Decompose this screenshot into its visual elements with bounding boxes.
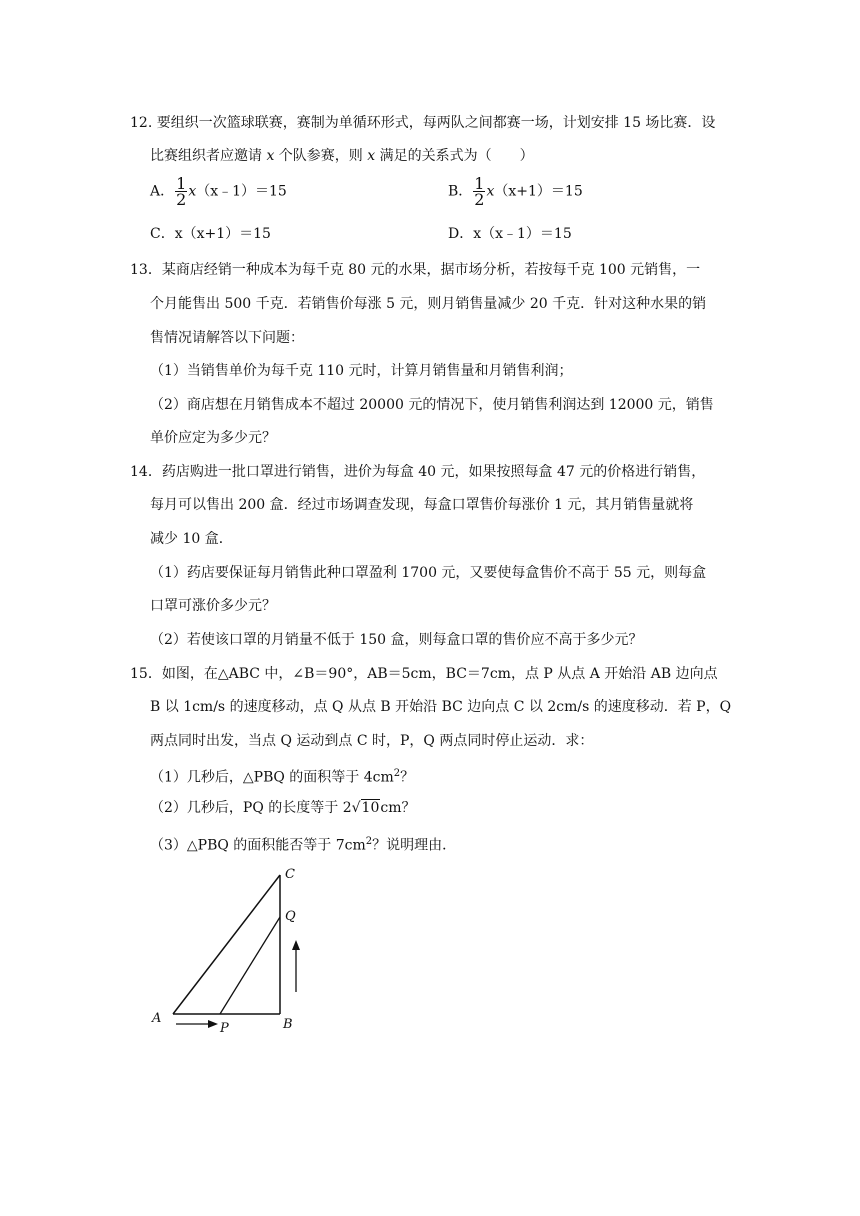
q15-line-2: B 以 1cm/s 的速度移动，点 Q 从点 B 开始沿 BC 边向点 C 以 2cm/s 的速度移动．若 P，Q (150, 699, 732, 715)
label-q: Q (285, 909, 296, 924)
q13-line-1: 13．某商店经销一种成本为每千克 80 元的水果，据市场分析，若按每千克 100 元销售，一 (130, 262, 701, 278)
q12-var: x (266, 148, 275, 164)
q12-option-a (150, 176, 287, 207)
q12-option-c (150, 224, 271, 244)
arrow-head-right-icon (208, 1020, 218, 1028)
q15-sub-1 (150, 764, 414, 788)
segment-pq (220, 917, 280, 1014)
q12-text: 个队参赛，则 (274, 148, 368, 164)
option-label: A． (150, 183, 175, 200)
q15-line-3: 两点同时出发，当点 Q 运动到点 C 时，P，Q 两点同时停止运动．求： (150, 733, 594, 749)
q15-text: （1）几秒后，△PBQ 的面积等于 4cm (150, 769, 394, 786)
fraction-den: 2 (176, 190, 187, 209)
option-expr: x（x﹣1）＝15 (473, 226, 572, 242)
side-ac (173, 875, 280, 1014)
q13-sub-1: （1）当销售单价为每千克 110 元时，计算月销售量和月销售利润； (150, 363, 573, 379)
q14-sub-1b: 口罩可涨价多少元？ (150, 598, 276, 614)
fraction-num: 1 (474, 174, 485, 193)
fraction (175, 176, 187, 207)
q14-sub-2: （2）若使该口罩的月销量不低于 150 盒，则每盒口罩的售价应不高于多少元？ (150, 632, 643, 648)
option-label: D． (448, 226, 474, 242)
option-expr: x（x+1）＝15 (174, 226, 271, 242)
q12-text: 比赛组织者应邀请 (150, 148, 267, 164)
label-b: B (283, 1017, 293, 1032)
q14-sub-1a: （1）药店要保证每月销售此种口罩盈利 1700 元，又要使每盒售价不高于 55 元，则每盒 (150, 565, 707, 581)
q15-sub-2 (150, 798, 416, 818)
option-expr: （x﹣1）＝15 (196, 183, 287, 200)
q14-line-1: 14．药店购进一批口罩进行销售，进价为每盒 40 元，如果按照每盒 47 元的价格进行销售， (130, 464, 706, 480)
option-label: B． (448, 183, 473, 200)
label-c: C (285, 867, 295, 882)
q15-text: （3）△PBQ 的面积能否等于 7cm (150, 837, 366, 854)
option-label: C． (150, 226, 175, 242)
q13-line-3: 售情况请解答以下问题： (150, 330, 304, 346)
option-var: x (188, 183, 197, 200)
arrow-head-up-icon (292, 940, 300, 950)
label-a: A (152, 1011, 162, 1026)
q12-option-b (448, 176, 583, 207)
q12-line-2 (150, 146, 534, 166)
radicand: 10 (361, 800, 380, 816)
label-p: P (220, 1021, 229, 1036)
q13-line-2: 个月能售出 500 千克．若销售价每涨 5 元，则月销售量减少 20 千克．针对这种水果的销 (150, 296, 707, 312)
superscript: 2 (393, 768, 401, 779)
q14-line-3: 减少 10 盒． (150, 531, 233, 547)
q15-text: ？说明理由． (372, 837, 457, 854)
q13-sub-2b: 单价应定为多少元？ (150, 430, 276, 446)
superscript: 2 (365, 836, 373, 847)
q12-text: 满足的关系式为（ ） (375, 148, 534, 164)
fraction-num: 1 (176, 174, 187, 193)
triangle-figure (140, 860, 340, 1040)
fraction-den: 2 (474, 190, 485, 209)
sqrt-symbol: √10 (351, 800, 380, 816)
fraction (473, 176, 485, 207)
option-var: x (486, 183, 495, 200)
q14-line-2: 每月可以售出 200 盒．经过市场调查发现，每盒口罩售价每涨价 1 元，其月销售量就将 (150, 497, 694, 513)
q15-text: （2）几秒后，PQ 的长度等于 2 (150, 800, 352, 816)
q12-var: x (367, 148, 376, 164)
q15-sub-3 (150, 832, 456, 856)
q12-option-d (448, 224, 572, 244)
q15-text: cm？ (380, 800, 416, 816)
option-expr: （x+1）＝15 (494, 183, 583, 200)
q13-sub-2a: （2）商店想在月销售成本不超过 20000 元的情况下，使月销售利润达到 12000 元，销售 (150, 397, 714, 413)
q12-line-1: 12. 要组织一次篮球联赛，赛制为单循环形式，每两队之间都赛一场，计划安排 15 场比赛．设 (130, 115, 716, 131)
q15-text: ？ (400, 769, 415, 786)
q15-line-1: 15．如图，在△ABC 中，∠B＝90°，AB＝5cm，BC＝7cm，点 P 从点 A 开始沿 AB 边向点 (130, 666, 718, 682)
